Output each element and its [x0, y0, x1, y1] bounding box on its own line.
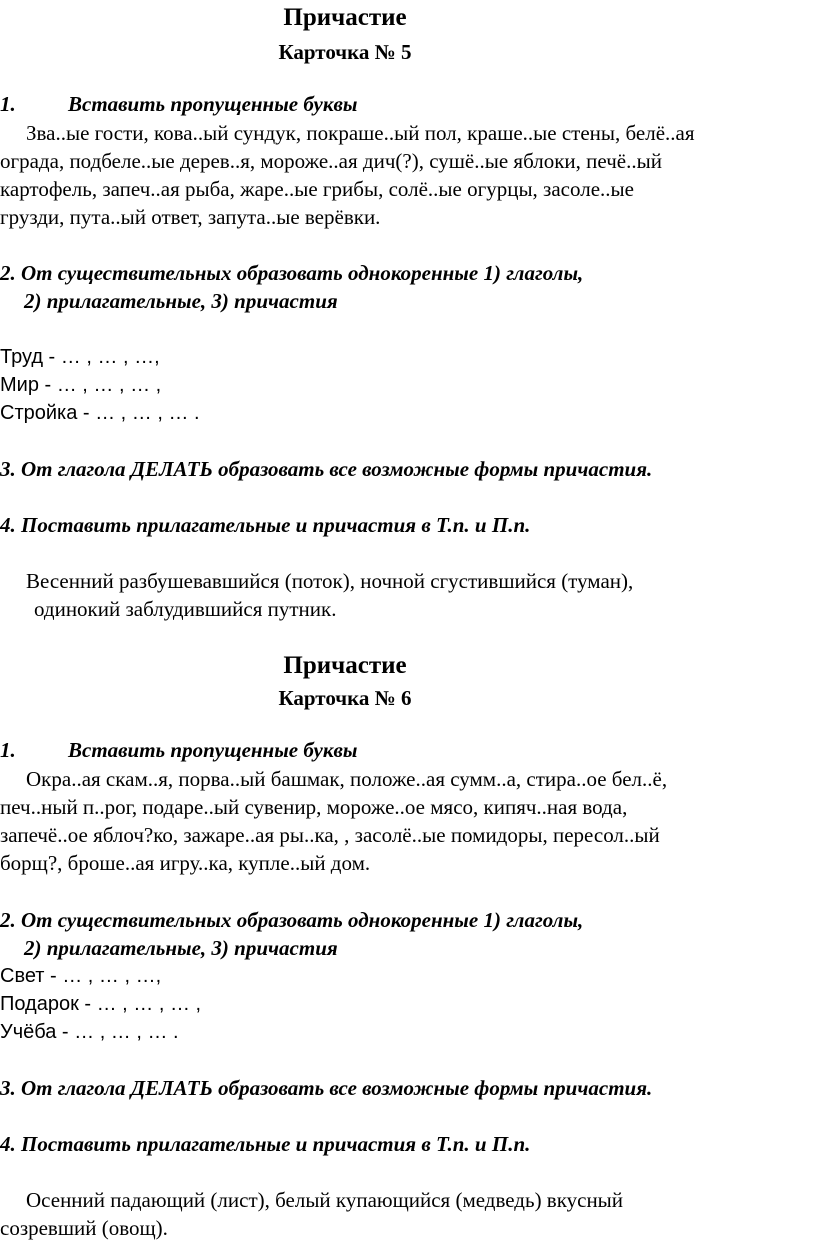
task4-line: созревший (овощ).: [0, 1216, 168, 1240]
task4-line: Весенний разбушевавшийся (поток), ночной сгустившийся (туман),: [26, 569, 634, 593]
task4-line: одинокий заблудившийся путник.: [34, 597, 337, 621]
task3-heading: 3. От глагола ДЕЛАТЬ образовать все возможные формы причастия.: [0, 1076, 653, 1100]
task1-line: грузди, пута..ый ответ, запута..ые верёвки.: [0, 205, 381, 229]
task1-title: Вставить пропущенные буквы: [68, 92, 358, 116]
card-title: Причастие: [283, 652, 407, 679]
task1-line: картофель, запеч..ая рыба, жаре..ые грибы, солё..ые огурцы, засоле..ые: [0, 177, 634, 201]
task1-number: 1.: [0, 738, 16, 762]
task1-heading: [0, 736, 357, 764]
task4-heading: 4. Поставить прилагательные и причастия в Т.п. и П.п.: [0, 1132, 531, 1156]
task1-heading: [0, 90, 357, 118]
task4-line: Осенний падающий (лист), белый купающийся (медведь) вкусный: [26, 1188, 624, 1212]
task1-line: запечё..ое яблоч?ко, зажаре..ая ры..ка, , засолё..ые помидоры, пересол..ый: [0, 823, 660, 847]
card-title: Причастие: [283, 4, 407, 31]
task2-word-line: Свет - … , … , …,: [0, 965, 162, 987]
task2-word-line: Учёба - … , … , … .: [0, 1021, 179, 1043]
task2-heading: 2. От существительных образовать однокоренные 1) глаголы,: [0, 261, 584, 285]
task1-line: Зва..ые гости, кова..ый сундук, покраше..ый пол, краше..ые стены, белё..ая: [26, 121, 695, 145]
task1-line: печ..ный п..рог, подаре..ый сувенир, мороже..ое мясо, кипяч..ная вода,: [0, 795, 628, 819]
task2-word-line: Стройка - … , … , … .: [0, 402, 200, 424]
task4-heading: 4. Поставить прилагательные и причастия в Т.п. и П.п.: [0, 513, 531, 537]
task2-word-line: Подарок - … , … , … ,: [0, 993, 202, 1015]
card-subtitle: Карточка № 6: [278, 686, 412, 710]
task2-heading: 2. От существительных образовать однокоренные 1) глаголы,: [0, 908, 584, 932]
card-subtitle: Карточка № 5: [278, 40, 412, 64]
task1-line: Окра..ая скам..я, порва..ый башмак, положе..ая сумм..а, стира..ое бел..ё,: [26, 767, 668, 791]
task1-line: ограда, подбеле..ые дерев..я, мороже..ая дич(?), сушё..ые яблоки, печё..ый: [0, 149, 662, 173]
task3-heading: 3. От глагола ДЕЛАТЬ образовать все возможные формы причастия.: [0, 457, 653, 481]
task1-title: Вставить пропущенные буквы: [68, 738, 358, 762]
task2-heading-cont: 2) прилагательные, 3) причастия: [24, 289, 338, 313]
task2-word-line: Труд - … , … , …,: [0, 346, 160, 368]
task2-word-line: Мир - … , … , … ,: [0, 374, 162, 396]
task1-line: борщ?, броше..ая игру..ка, купле..ый дом.: [0, 851, 371, 875]
task2-heading-cont: 2) прилагательные, 3) причастия: [24, 936, 338, 960]
task1-number: 1.: [0, 92, 16, 116]
